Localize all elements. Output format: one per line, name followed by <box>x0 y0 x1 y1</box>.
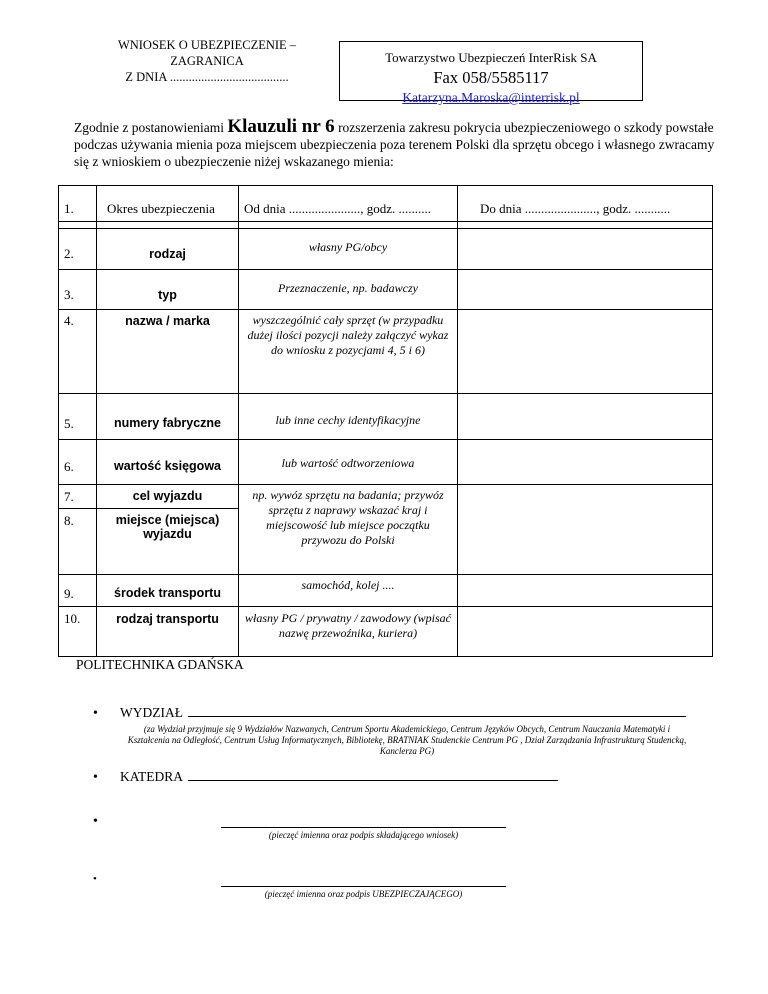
wydzial-note: (za Wydział przyjmuje się 9 Wydziałów Nazwanych, Centrum Sportu Akademickiego, Centrum Języków Obcych, Centrum Nauczania Matematyki i Kształcenia na Odległość, Centrum Usług Informatycznych, Bibliotekę, BRATNIAK Studenckie Centrum PG , Dział Zarządzania Infrastrukturą Studencką, Kanclerza PG) <box>127 724 687 756</box>
table-row <box>59 270 713 310</box>
table-row <box>59 607 713 657</box>
row-hint: np. wywóz sprzętu na badania; przywóz sprzętu z naprawy wskazać kraj i miejscowość lub miejsce początku przywozu do Polski <box>239 485 458 575</box>
row-label-srodek: środek transportu <box>97 575 239 607</box>
signature-caption-insured: (pieczęć imienna oraz podpis UBEZPIECZAJĄCEGO) <box>264 889 463 899</box>
row-hint: lub wartość odtworzeniowa <box>239 440 458 485</box>
katedra-label: KATEDRA <box>120 769 183 784</box>
row-hint: wyszczególnić cały sprzęt (w przypadku dużej ilości pozycji należy załączyć wykaz do wniosku z pozycjami 4, 5 i 6) <box>239 310 458 394</box>
row-hint: Przeznaczenie, np. badawczy <box>239 270 458 310</box>
wydzial-label: WYDZIAŁ <box>120 705 183 720</box>
row-hint: własny PG/obcy <box>239 229 458 270</box>
period-from-field[interactable]: Od dnia ......................, godz. .......... <box>239 186 458 222</box>
signature-line-insured[interactable] <box>221 878 506 887</box>
table-row <box>59 440 713 485</box>
intro-suffix: rozszerzenia zakresu pokrycia ubezpieczeniowego o szkody powstałe podczas używania mienia poza miejscem ubezpieczenia poza terenem Polski dla sprzętu obcego i własnego zwracamy się z wnioskiem o ubezpieczenie niżej wskazanego mienia: <box>74 120 715 169</box>
insurer-name: Towarzystwo Ubezpieczeń InterRisk SA <box>385 50 597 65</box>
input-cell[interactable] <box>458 607 713 657</box>
katedra-input-line[interactable] <box>188 772 558 781</box>
row-number: 8. <box>59 509 97 575</box>
spacer-row <box>59 222 713 229</box>
title-line-2: ZAGRANICA <box>170 54 244 68</box>
table-row <box>59 485 713 509</box>
table-row <box>59 186 713 222</box>
row-number: 3. <box>59 270 97 310</box>
bullet-icon: • <box>93 706 98 721</box>
input-cell[interactable] <box>458 310 713 394</box>
row-label-nazwa: nazwa / marka <box>97 310 239 394</box>
row-label-wartosc: wartość księgowa <box>97 440 239 485</box>
row-number: 1. <box>59 186 97 222</box>
title-date-line: Z DNIA ...................................... <box>125 70 289 84</box>
table-row <box>59 310 713 394</box>
input-cell[interactable] <box>458 270 713 310</box>
row-number: 7. <box>59 485 97 509</box>
organization-name: POLITECHNIKA GDAŃSKA <box>76 657 244 672</box>
row-number: 4. <box>59 310 97 394</box>
table-row <box>59 229 713 270</box>
clause-name: Klauzuli nr 6 <box>227 116 335 137</box>
row-label-typ: typ <box>97 270 239 310</box>
application-title <box>92 37 322 85</box>
period-label: Okres ubezpieczenia <box>97 186 239 222</box>
insurance-form-table <box>58 185 713 657</box>
bullet-icon: • <box>93 873 97 885</box>
signature-caption-applicant: (pieczęć imienna oraz podpis składającego wniosek) <box>268 830 459 840</box>
row-label-rodzaj: rodzaj <box>97 229 239 270</box>
table-row <box>59 394 713 440</box>
row-hint: lub inne cechy identyfikacyjne <box>239 394 458 440</box>
row-hint: samochód, kolej .... <box>239 575 458 607</box>
wydzial-input-line[interactable] <box>188 708 686 717</box>
intro-prefix: Zgodnie z postanowieniami <box>74 120 228 135</box>
row-label-miejsce: miejsce (miejsca) wyjazdu <box>97 509 239 575</box>
insurer-email-link[interactable]: Katarzyna.Maroska@interrisk.pl <box>402 90 580 105</box>
bullet-icon: • <box>93 814 98 829</box>
row-number: 2. <box>59 229 97 270</box>
table-row <box>59 575 713 607</box>
period-to-field[interactable]: Do dnia ......................, godz. ........... <box>458 186 713 222</box>
row-label-numery: numery fabryczne <box>97 394 239 440</box>
insurer-fax: Fax 058/5585117 <box>433 68 549 87</box>
input-cell[interactable] <box>458 440 713 485</box>
row-hint: własny PG / prywatny / zawodowy (wpisać nazwę przewoźnika, kuriera) <box>239 607 458 657</box>
row-number: 10. <box>59 607 97 657</box>
input-cell[interactable] <box>458 485 713 575</box>
row-label-rodzaj-transportu: rodzaj transportu <box>97 607 239 657</box>
row-number: 5. <box>59 394 97 440</box>
bullet-icon: • <box>93 770 98 785</box>
title-line-1: WNIOSEK O UBEZPIECZENIE – <box>117 38 297 52</box>
signature-line-applicant[interactable] <box>221 819 506 828</box>
input-cell[interactable] <box>458 394 713 440</box>
input-cell[interactable] <box>458 229 713 270</box>
row-number: 6. <box>59 440 97 485</box>
input-cell[interactable] <box>458 575 713 607</box>
intro-paragraph <box>74 118 724 170</box>
row-number: 9. <box>59 575 97 607</box>
insurer-info-box <box>339 41 643 105</box>
row-label-cel: cel wyjazdu <box>97 485 239 509</box>
